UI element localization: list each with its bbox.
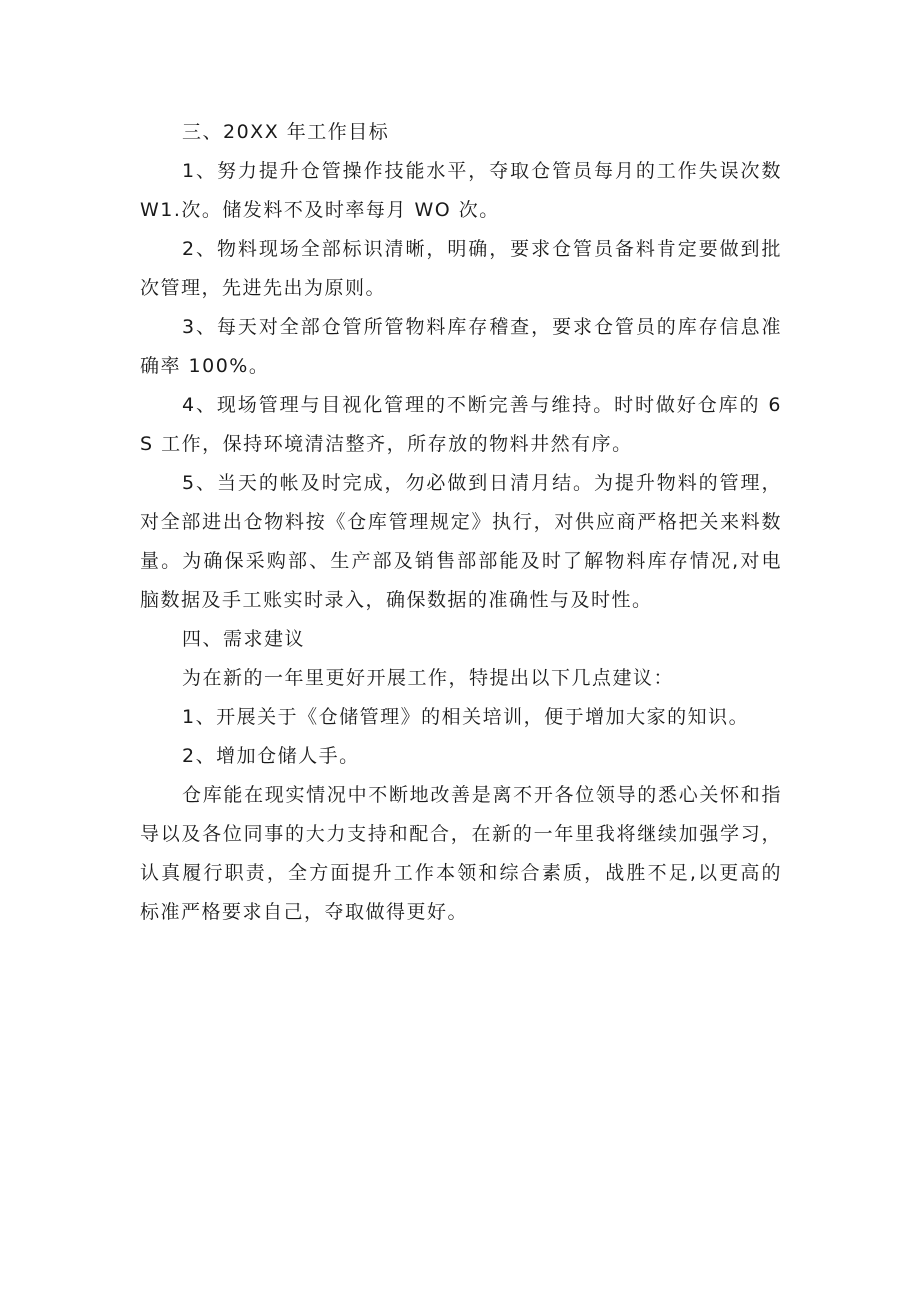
goal-item-3: 3、每天对全部仓管所管物料库存稽查，要求仓管员的库存信息准确率 100%。	[140, 316, 782, 377]
section-heading-suggestions: 四、需求建议	[182, 628, 306, 650]
document-body	[140, 113, 782, 932]
closing-paragraph: 仓库能在现实情况中不断地改善是离不开各位领导的悉心关怀和指导以及各位同事的大力支持和配合，在新的一年里我将继续加强学习，认真履行职责，全方面提升工作本领和综合素质，战胜不足,以更高的标准严格要求自己，夺取做得更好。	[140, 784, 782, 923]
goal-item-4: 4、现场管理与目视化管理的不断完善与维持。时时做好仓库的 6S 工作，保持环境清洁整齐，所存放的物料井然有序。	[140, 394, 782, 455]
suggestion-item-2: 2、增加仓储人手。	[182, 745, 360, 767]
goal-item-1: 1、努力提升仓管操作技能水平，夺取仓管员每月的工作失误次数W1.次。储发料不及时率每月 WO 次。	[140, 160, 782, 221]
suggestions-intro: 为在新的一年里更好开展工作，特提出以下几点建议：	[182, 667, 675, 689]
goal-item-5: 5、当天的帐及时完成，勿必做到日清月结。为提升物料的管理，对全部进出仓物料按《仓库管理规定》执行，对供应商严格把关来料数量。为确保采购部、生产部及销售部部能及时了解物料库存情况,对电脑数据及手工账实时录入，确保数据的准确性与及时性。	[140, 472, 782, 611]
goal-item-2: 2、物料现场全部标识清晰，明确，要求仓管员备料肯定要做到批次管理，先进先出为原则。	[140, 238, 782, 299]
suggestion-item-1: 1、开展关于《仓储管理》的相关培训，便于增加大家的知识。	[182, 706, 750, 728]
section-heading-goals: 三、20XX 年工作目标	[182, 121, 390, 143]
